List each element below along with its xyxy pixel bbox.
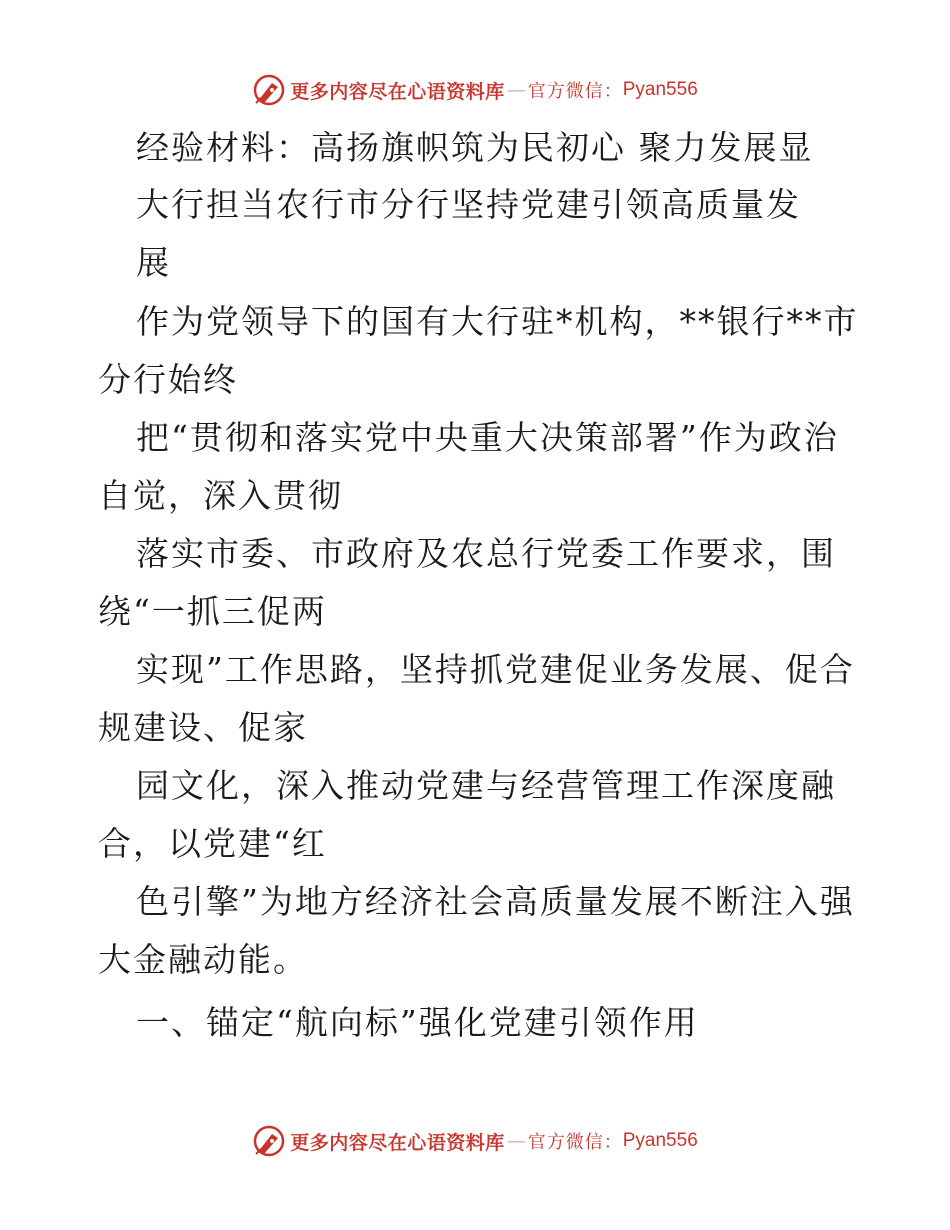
paragraph-line: 规建设、促家 [98, 708, 308, 747]
section-heading: 一、锚定“航向标”强化党建引领作用 [136, 1003, 699, 1042]
title-line-3: 展 [136, 243, 171, 282]
paragraph-line: 把“贯彻和落实党中央重大决策部署”作为政治 [136, 418, 839, 457]
pen-nib-logo-icon [252, 1124, 286, 1158]
paragraph-line: 落实市委、市政府及农总行党委工作要求，围 [136, 534, 836, 573]
banner-wechat-id: Pyan556 [622, 1130, 698, 1151]
banner-dash: — [506, 1130, 526, 1152]
paragraph-line: 色引擎”为地方经济社会高质量发展不断注入强 [136, 882, 855, 921]
paragraph-line: 自觉，深入贯彻 [98, 476, 343, 515]
banner-wechat-label: 官方微信： [527, 81, 623, 102]
banner-wechat-id: Pyan556 [622, 79, 698, 100]
paragraph-line: 合，以党建“红 [98, 824, 327, 863]
paragraph-line: 大金融动能。 [98, 940, 308, 979]
banner-wechat-label: 官方微信： [527, 1132, 623, 1153]
paragraph-line: 实现”工作思路，坚持抓党建促业务发展、促合 [136, 650, 855, 689]
pen-nib-logo-icon [252, 73, 286, 107]
footer-watermark-banner [0, 1121, 950, 1161]
paragraph-line: 分行始终 [98, 360, 238, 399]
paragraph-line: 园文化，深入推动党建与经营管理工作深度融 [136, 766, 836, 805]
title-line-1: 经验材料：高扬旗帜筑为民初心 聚力发展显 [136, 128, 814, 167]
banner-dash: — [506, 79, 526, 101]
banner-brand-text: 更多内容尽在心语资料库 [290, 1131, 505, 1154]
title-line-2: 大行担当农行市分行坚持党建引领高质量发 [136, 185, 801, 224]
header-watermark-banner [0, 70, 950, 110]
paragraph-line: 绕“一抓三促两 [98, 592, 327, 631]
banner-brand-text: 更多内容尽在心语资料库 [290, 80, 505, 103]
paragraph-line: 作为党领导下的国有大行驻*机构，**银行**市 [136, 302, 859, 341]
